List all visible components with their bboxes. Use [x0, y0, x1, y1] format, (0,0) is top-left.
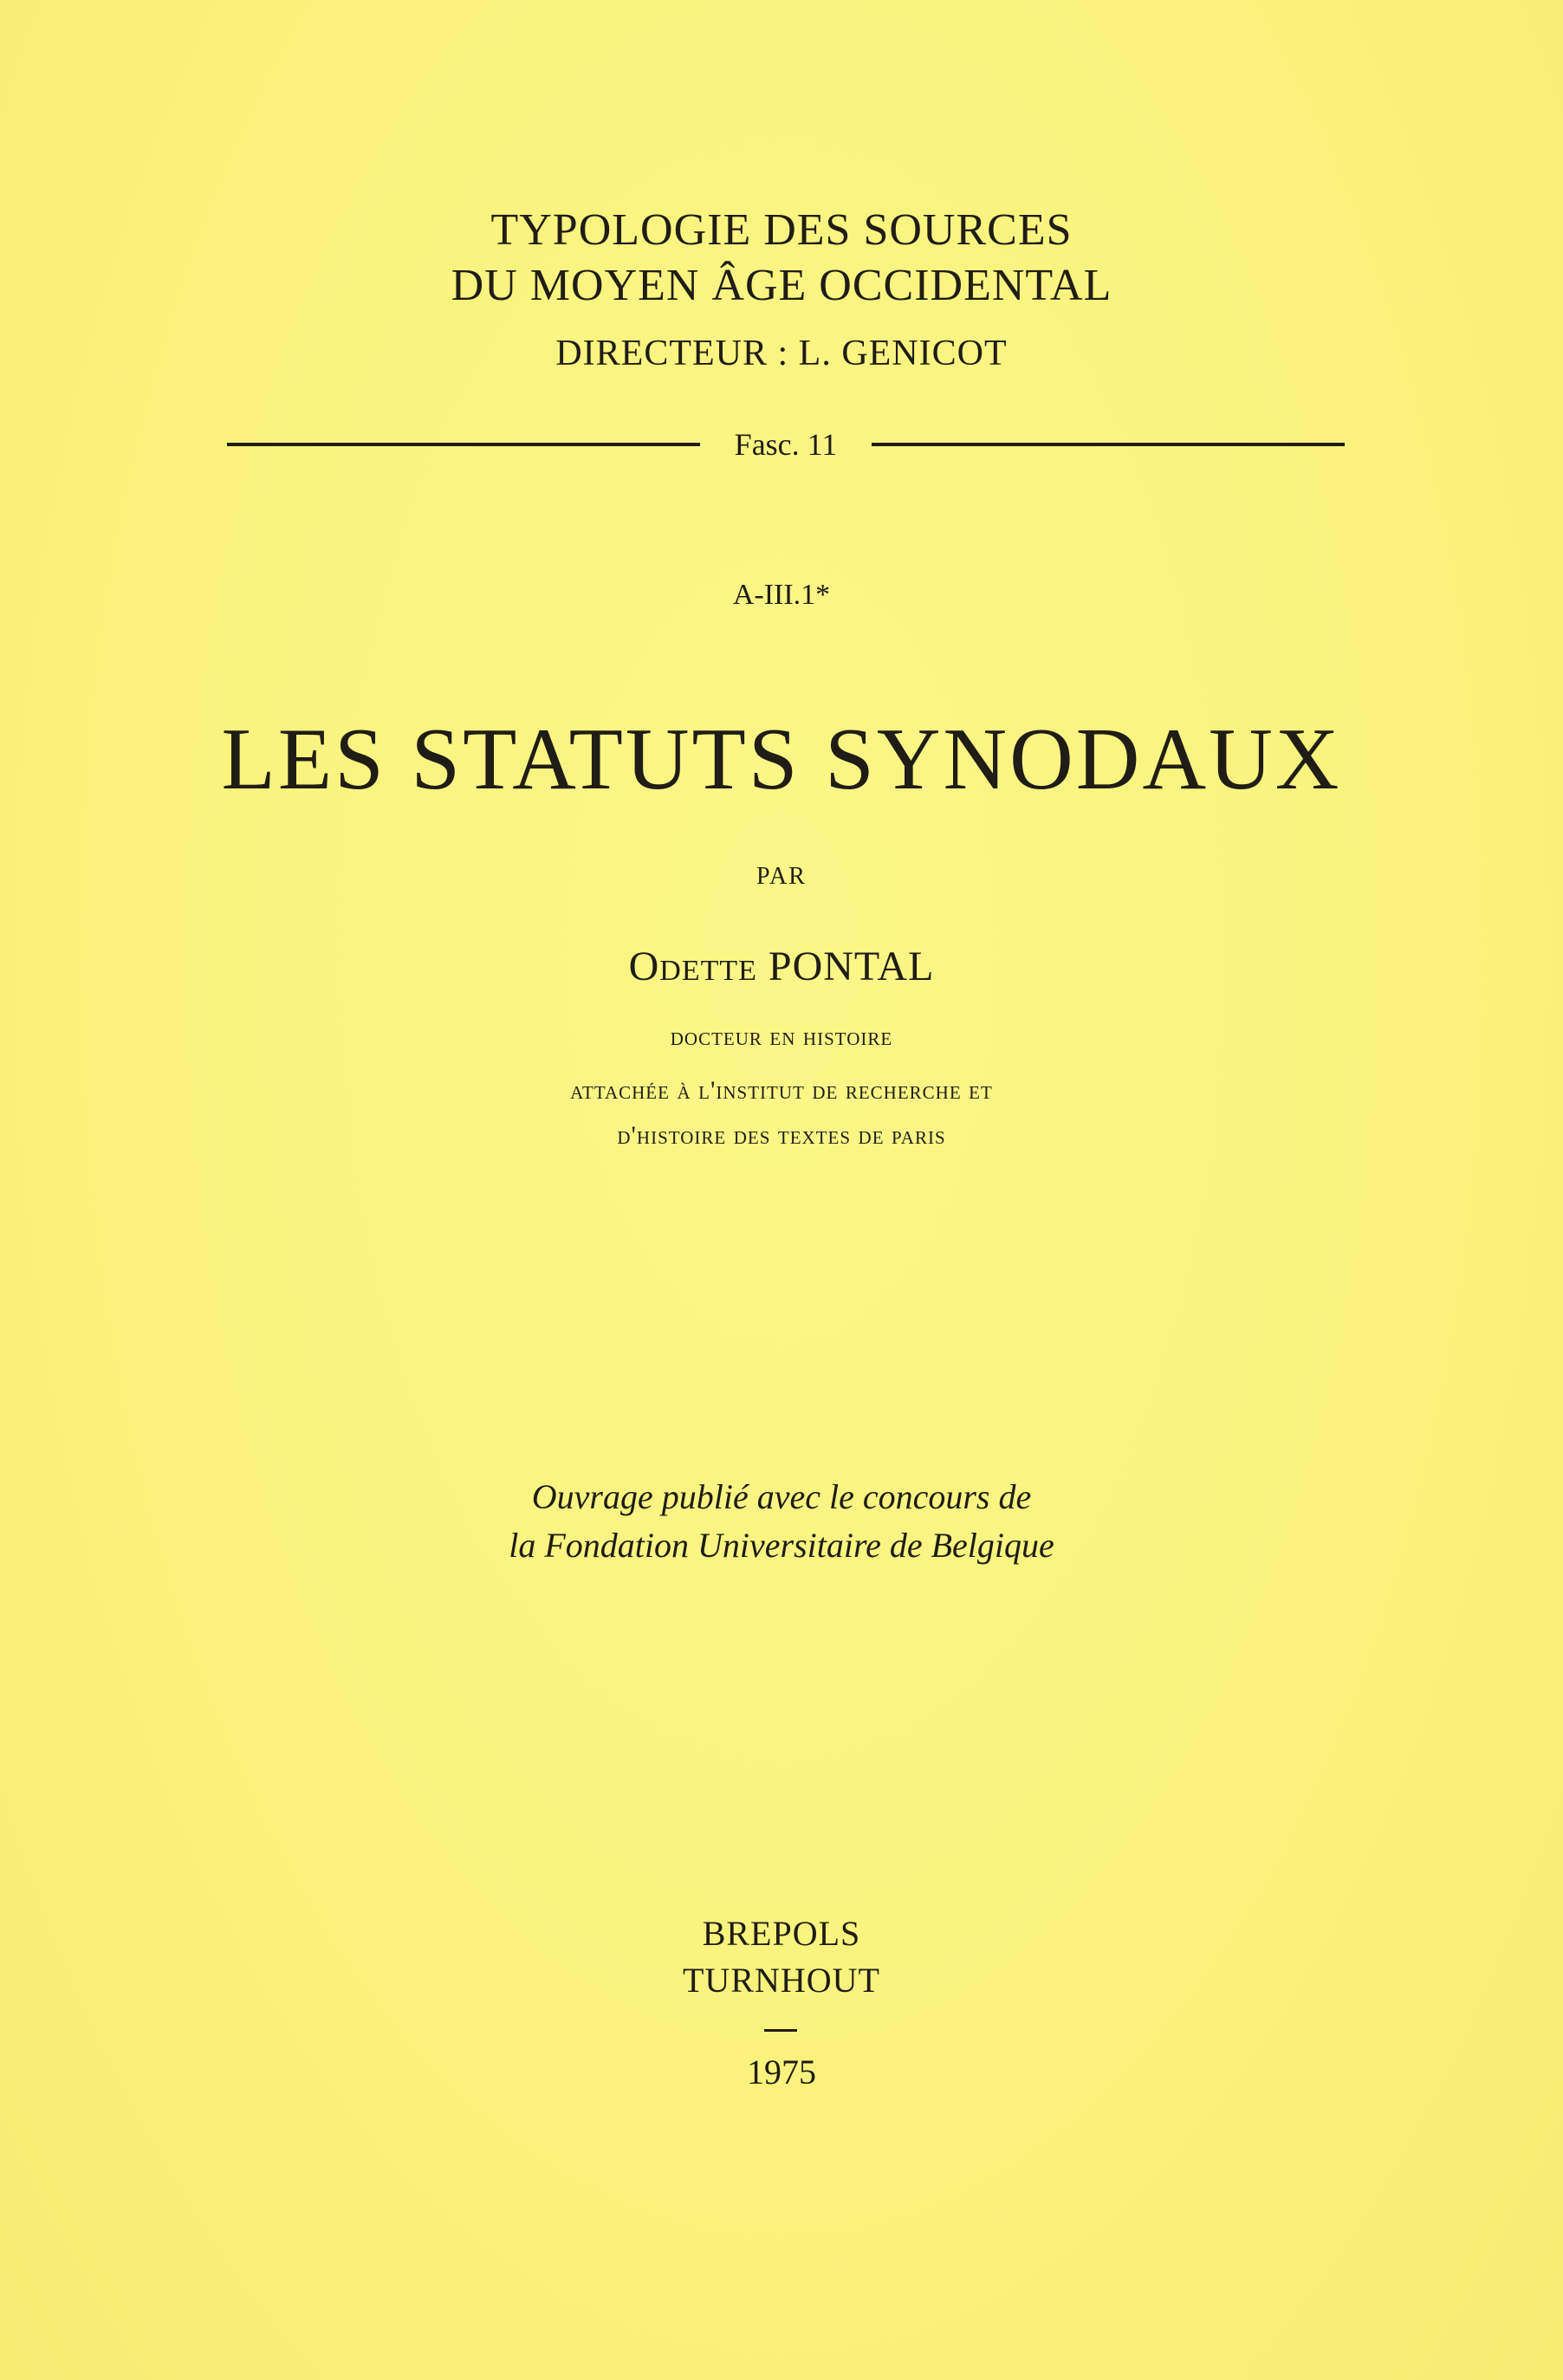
publisher-name: BREPOLS [702, 1914, 861, 1953]
series-title-line-1: TYPOLOGIE DES SOURCES [490, 205, 1073, 255]
volume-code: A-III.1* [732, 579, 831, 611]
publication-note-line-1: Ouvrage publié avec le concours de [531, 1477, 1032, 1516]
separator-dash [764, 2029, 797, 2032]
by-label: PAR [756, 863, 807, 890]
fascicle-number: Fasc. 11 [734, 427, 838, 462]
publication-note-line-2: la Fondation Universitaire de Belgique [509, 1526, 1054, 1565]
author-name [0, 943, 1563, 990]
book-title: LES STATUTS SYNODAUX [221, 710, 1342, 808]
author-last-name: PONTAL [768, 944, 935, 989]
author-credential-3: d'histoire des textes de paris [617, 1121, 946, 1150]
author-credential-2: attachée à l'institut de recherche et [570, 1076, 993, 1105]
fascicle-row [227, 423, 1345, 466]
left-rule [227, 443, 700, 446]
series-director: DIRECTEUR : L. GENICOT [555, 334, 1008, 373]
publication-year: 1975 [747, 2053, 816, 2091]
author-first-name: Odette [628, 944, 757, 989]
publisher-city: TURNHOUT [683, 1961, 880, 2000]
right-rule [872, 443, 1345, 446]
author-credential-1: docteur en histoire [670, 1022, 893, 1051]
series-title-line-2: DU MOYEN ÂGE OCCIDENTAL [451, 261, 1112, 310]
